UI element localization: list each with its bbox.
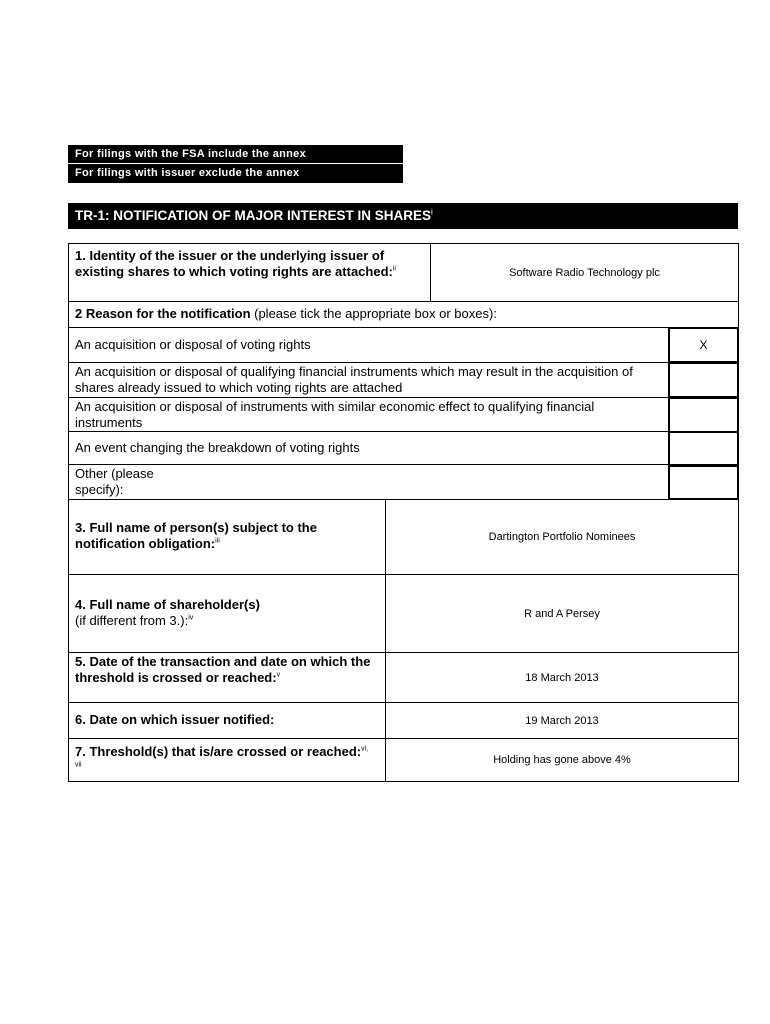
q4-label-note-text: (if different from 3.): xyxy=(75,613,189,628)
q1-footnote: ii xyxy=(392,265,396,273)
q4-label-text: 4. Full name of shareholder(s) xyxy=(75,597,260,612)
q3-footnote: iii xyxy=(215,537,220,545)
divider xyxy=(68,301,739,302)
divider xyxy=(68,431,739,432)
reason-other-checkbox[interactable] xyxy=(668,464,739,500)
reason-financial-instruments: An acquisition or disposal of qualifying financial instruments which may result in the acquisition of shares already issued to which voting rights are attached xyxy=(75,364,633,395)
reason-similar-instruments: An acquisition or disposal of instruments with similar economic effect to qualifying financial instruments xyxy=(75,399,595,430)
q4-footnote: iv xyxy=(188,614,194,622)
q3-label xyxy=(75,520,380,552)
q7-footnote: vi, vii xyxy=(75,745,369,769)
reason-breakdown-change: An event changing the breakdown of voting rights xyxy=(75,440,360,455)
q6-value[interactable]: 19 March 2013 xyxy=(525,714,599,727)
reason-other: Other (please specify): xyxy=(75,466,154,497)
q2-label xyxy=(75,306,725,322)
q2-label-rest: (please tick the appropriate box or boxes): xyxy=(250,306,497,321)
reason-voting-rights-checkbox[interactable]: X xyxy=(668,327,739,363)
q3-value[interactable]: Dartington Portfolio Nominees xyxy=(488,531,636,543)
q4-value[interactable]: R and A Persey xyxy=(524,607,600,620)
form-title xyxy=(68,203,738,229)
reason-voting-rights: An acquisition or disposal of voting rights xyxy=(75,337,311,352)
divider xyxy=(68,397,739,398)
q1-label-text: 1. Identity of the issuer or the underlying issuer of existing shares to which voting rights are attached: xyxy=(75,248,393,279)
annex-note-fsa xyxy=(68,145,403,164)
reason-financial-instruments-checkbox[interactable] xyxy=(668,362,739,398)
form-title-text: TR-1: NOTIFICATION OF MAJOR INTEREST IN SHARES xyxy=(75,208,432,223)
reason-breakdown-change-checkbox[interactable] xyxy=(668,431,739,467)
q5-footnote: v xyxy=(276,671,281,679)
title-footnote: i xyxy=(431,207,433,217)
reason-similar-instruments-checkbox[interactable] xyxy=(668,397,739,433)
annex-note-fsa-text: For filings with the FSA include the annex xyxy=(75,148,306,160)
q7-value[interactable]: Holding has gone above 4% xyxy=(493,754,631,766)
divider xyxy=(68,464,739,465)
q2-label-bold: 2 Reason for the notification xyxy=(75,306,251,321)
q7-label xyxy=(75,744,375,776)
q1-label xyxy=(75,248,425,280)
annex-note-issuer xyxy=(68,164,403,183)
divider xyxy=(68,362,739,363)
q7-label-text: 7. Threshold(s) that is/are crossed or reached: xyxy=(75,744,362,759)
q5-label xyxy=(75,654,380,686)
q1-value[interactable]: Software Radio Technology plc xyxy=(509,266,660,279)
q6-label: 6. Date on which issuer notified: xyxy=(75,712,275,727)
q4-label xyxy=(75,597,380,629)
q3-label-text: 3. Full name of person(s) subject to the notification obligation: xyxy=(75,520,317,551)
q5-label-text: 5. Date of the transaction and date on which the threshold is crossed or reached: xyxy=(75,654,371,685)
q5-value[interactable]: 18 March 2013 xyxy=(525,671,599,684)
divider xyxy=(68,327,739,328)
annex-note-issuer-text: For filings with issuer exclude the annex xyxy=(75,167,300,179)
